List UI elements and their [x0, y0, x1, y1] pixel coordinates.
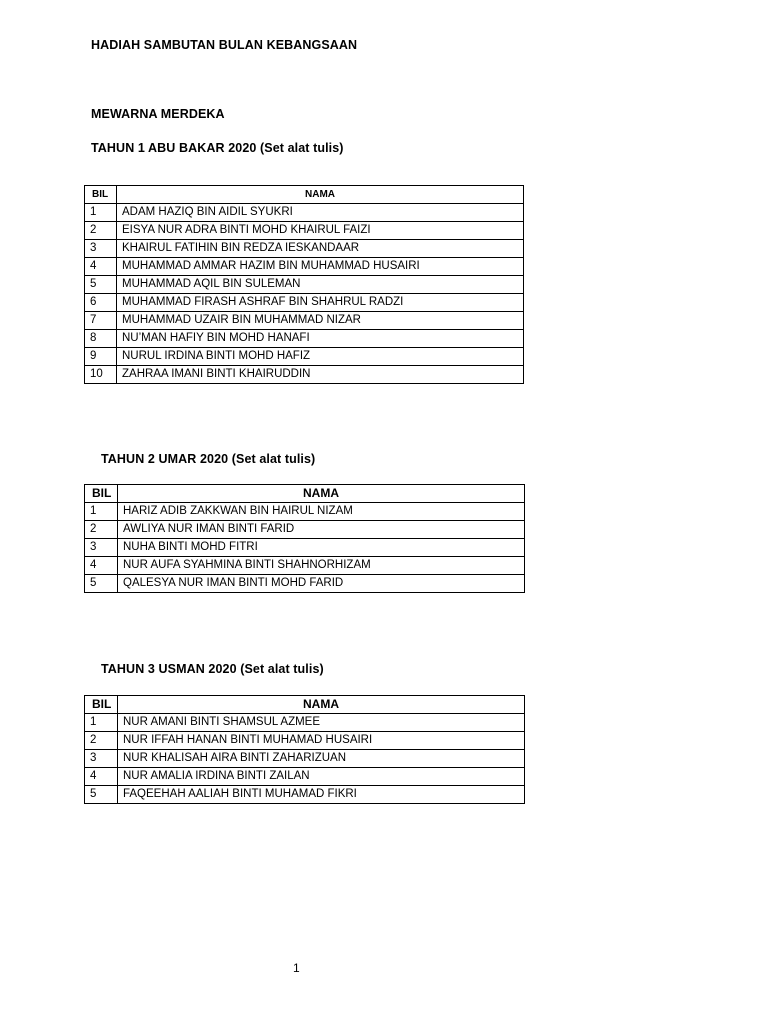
- cell-nama: NU’MAN HAFIY BIN MOHD HANAFI: [117, 330, 524, 348]
- table-row: [85, 348, 524, 366]
- section-heading-tahun-3: TAHUN 3 USMAN 2020 (Set alat tulis): [101, 662, 324, 676]
- table-row: [85, 732, 525, 750]
- table-header-row: [85, 485, 525, 503]
- cell-bil: 1: [85, 714, 118, 732]
- table-body: [85, 204, 524, 384]
- table-row: [85, 521, 525, 539]
- cell-nama: QALESYA NUR IMAN BINTI MOHD FARID: [118, 575, 525, 593]
- cell-nama: AWLIYA NUR IMAN BINTI FARID: [118, 521, 525, 539]
- cell-bil: 2: [85, 222, 117, 240]
- cell-bil: 3: [85, 240, 117, 258]
- cell-bil: 4: [85, 557, 118, 575]
- cell-bil: 5: [85, 786, 118, 804]
- table-row: [85, 714, 525, 732]
- table-row: [85, 750, 525, 768]
- column-header-nama: NAMA: [118, 696, 525, 714]
- cell-nama: NUR IFFAH HANAN BINTI MUHAMAD HUSAIRI: [118, 732, 525, 750]
- cell-nama: NUR KHALISAH AIRA BINTI ZAHARIZUAN: [118, 750, 525, 768]
- table-tahun-1: [84, 185, 524, 384]
- cell-bil: 3: [85, 750, 118, 768]
- table-row: [85, 539, 525, 557]
- cell-bil: 6: [85, 294, 117, 312]
- table-body: [85, 714, 525, 804]
- column-header-nama: NAMA: [117, 186, 524, 204]
- cell-bil: 4: [85, 258, 117, 276]
- table-row: [85, 222, 524, 240]
- table-row: [85, 366, 524, 384]
- cell-bil: 1: [85, 204, 117, 222]
- cell-nama: MUHAMMAD FIRASH ASHRAF BIN SHAHRUL RADZI: [117, 294, 524, 312]
- cell-nama: ADAM HAZIQ BIN AIDIL SYUKRI: [117, 204, 524, 222]
- cell-bil: 1: [85, 503, 118, 521]
- cell-bil: 5: [85, 276, 117, 294]
- table-row: [85, 575, 525, 593]
- column-header-bil: BIL: [85, 696, 118, 714]
- table-row: [85, 330, 524, 348]
- cell-nama: NUHA BINTI MOHD FITRI: [118, 539, 525, 557]
- table-header-row: [85, 186, 524, 204]
- cell-bil: 7: [85, 312, 117, 330]
- table-tahun-3: [84, 695, 525, 804]
- cell-nama: NUR AMALIA IRDINA BINTI ZAILAN: [118, 768, 525, 786]
- table-row: [85, 786, 525, 804]
- column-header-nama: NAMA: [118, 485, 525, 503]
- cell-nama: KHAIRUL FATIHIN BIN REDZA IESKANDAAR: [117, 240, 524, 258]
- cell-bil: 10: [85, 366, 117, 384]
- table-row: [85, 204, 524, 222]
- page-number: 1: [293, 961, 300, 975]
- column-header-bil: BIL: [85, 186, 117, 204]
- cell-bil: 3: [85, 539, 118, 557]
- cell-nama: ZAHRAA IMANI BINTI KHAIRUDDIN: [117, 366, 524, 384]
- cell-nama: NUR AMANI BINTI SHAMSUL AZMEE: [118, 714, 525, 732]
- cell-nama: HARIZ ADIB ZAKKWAN BIN HAIRUL NIZAM: [118, 503, 525, 521]
- cell-nama: FAQEEHAH AALIAH BINTI MUHAMAD FIKRI: [118, 786, 525, 804]
- section-heading-tahun-2: TAHUN 2 UMAR 2020 (Set alat tulis): [101, 452, 316, 466]
- table-row: [85, 503, 525, 521]
- column-header-bil: BIL: [85, 485, 118, 503]
- cell-bil: 2: [85, 732, 118, 750]
- cell-bil: 5: [85, 575, 118, 593]
- cell-bil: 8: [85, 330, 117, 348]
- cell-bil: 4: [85, 768, 118, 786]
- table-row: [85, 258, 524, 276]
- cell-nama: MUHAMMAD AMMAR HAZIM BIN MUHAMMAD HUSAIRI: [117, 258, 524, 276]
- table-row: [85, 768, 525, 786]
- table-row: [85, 240, 524, 258]
- table-row: [85, 294, 524, 312]
- cell-bil: 2: [85, 521, 118, 539]
- table-header-row: [85, 696, 525, 714]
- table-tahun-2: [84, 484, 525, 593]
- document-title: HADIAH SAMBUTAN BULAN KEBANGSAAN: [91, 38, 358, 52]
- section-heading-tahun-1: TAHUN 1 ABU BAKAR 2020 (Set alat tulis): [91, 141, 344, 155]
- table-row: [85, 312, 524, 330]
- table-row: [85, 557, 525, 575]
- cell-nama: NURUL IRDINA BINTI MOHD HAFIZ: [117, 348, 524, 366]
- document-subtitle: MEWARNA MERDEKA: [91, 107, 225, 121]
- table-row: [85, 276, 524, 294]
- cell-nama: EISYA NUR ADRA BINTI MOHD KHAIRUL FAIZI: [117, 222, 524, 240]
- cell-bil: 9: [85, 348, 117, 366]
- cell-nama: MUHAMMAD AQIL BIN SULEMAN: [117, 276, 524, 294]
- table-body: [85, 503, 525, 593]
- cell-nama: NUR AUFA SYAHMINA BINTI SHAHNORHIZAM: [118, 557, 525, 575]
- cell-nama: MUHAMMAD UZAIR BIN MUHAMMAD NIZAR: [117, 312, 524, 330]
